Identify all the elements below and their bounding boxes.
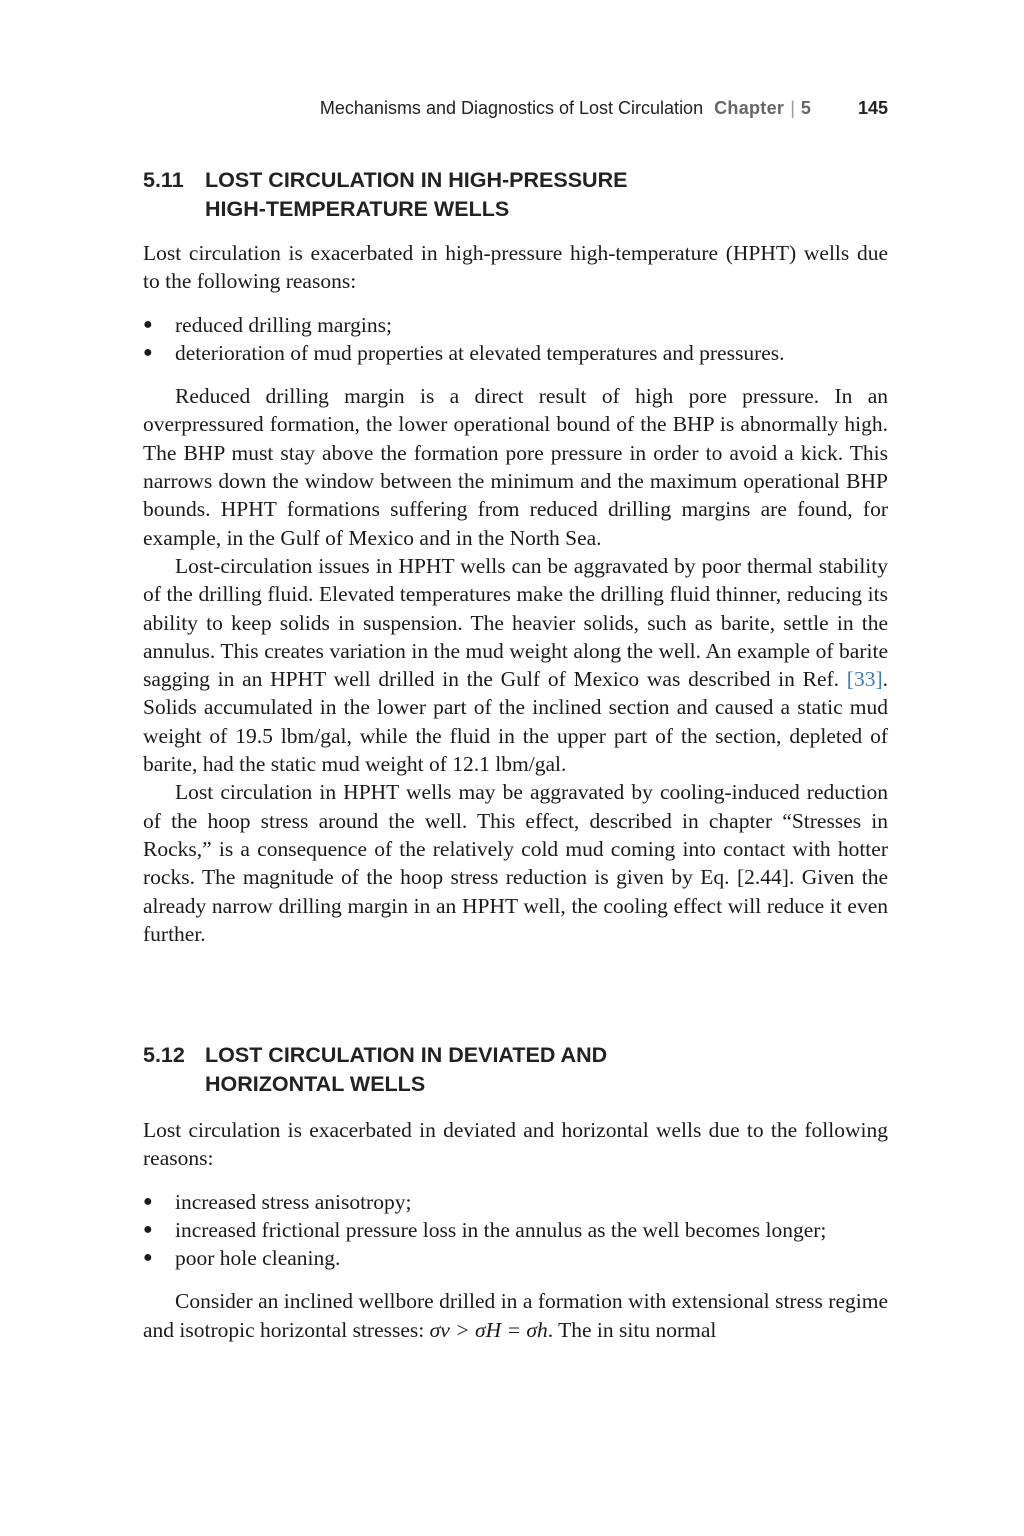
body-paragraph: Lost circulation in HPHT wells may be aggravated by cooling-induced reduction of the hoop stress around the well. This effect, described in chapter “Stresses in Rocks,” is a consequence of the relatively cold mud coming into contact with hotter rocks. The magnitude of the hoop stress reduction is given by Eq. [2.44]. Given the already narrow drilling margin in an HPHT well, the cooling effect will reduce it even further.: [143, 780, 888, 946]
running-header: [320, 96, 888, 120]
reasons-list: [143, 1188, 888, 1273]
section-number: 5.12: [143, 1043, 185, 1067]
section-title-line-1: LOST CIRCULATION IN HIGH-PRESSURE: [205, 168, 628, 192]
list-item: ● deterioration of mud properties at elevated temperatures and pressures.: [143, 339, 888, 367]
bullet-icon: ●: [143, 1220, 153, 1238]
reasons-list: [143, 311, 888, 368]
section-title-line-2: HORIZONTAL WELLS: [205, 1072, 426, 1096]
running-title: Mechanisms and Diagnostics of Lost Circulation: [319, 98, 704, 118]
list-item: ● increased stress anisotropy;: [143, 1188, 888, 1216]
body-paragraph: Lost-circulation issues in HPHT wells can be aggravated by poor thermal stability of the drilling fluid. Elevated temperatures make the drilling fluid thinner, reducing its ability to keep solids in suspension. The heavier solids, such as barite, settle in the annulus. This creates variation in the mud weight along the well. An example of barite sagging in an HPHT well drilled in the Gulf of Mexico was described in Ref. [33]. Solids accumulated in the lower part of the inclined section and caused a static mud weight of 19.5 lbm/gal, while the fluid in the upper part of the section, depleted of barite, had the static mud weight of 12.1 lbm/gal.: [143, 553, 888, 777]
section-heading-5-12: [143, 1041, 888, 1099]
intro-paragraph: Lost circulation is exacerbated in high-pressure high-temperature (HPHT) wells due to the following reasons:: [143, 241, 888, 294]
body-paragraph: Consider an inclined wellbore drilled in a formation with extensional stress regime and isotropic horizontal stresses: σv > σH = σh. The in situ normal: [143, 1289, 888, 1342]
section-heading-5-11: [143, 166, 888, 224]
chapter-number: 5: [800, 98, 811, 118]
bullet-icon: ●: [143, 1249, 153, 1267]
section-title-line-1: LOST CIRCULATION IN DEVIATED AND: [205, 1043, 608, 1067]
section-number: 5.11: [143, 168, 184, 192]
bullet-icon: ●: [143, 1192, 153, 1210]
chapter-label: Chapter: [714, 98, 785, 118]
intro-paragraph: Lost circulation is exacerbated in deviated and horizontal wells due to the following reasons:: [143, 1118, 888, 1171]
section-title-line-2: HIGH-TEMPERATURE WELLS: [205, 197, 510, 221]
bullet-icon: ●: [143, 315, 153, 333]
bullet-icon: ●: [143, 343, 153, 361]
list-item: ● poor hole cleaning.: [143, 1244, 888, 1272]
section-5-11-body: [143, 239, 888, 948]
list-item: ● reduced drilling margins;: [143, 311, 888, 339]
section-5-12-body: [143, 1116, 888, 1344]
stress-inequality: σv > σH = σh: [429, 1317, 548, 1342]
header-separator: |: [790, 98, 795, 118]
body-paragraph: Reduced drilling margin is a direct result of high pore pressure. In an overpressured formation, the lower operational bound of the BHP is abnormally high. The BHP must stay above the formation pore pressure in order to avoid a kick. This narrows down the window between the minimum and the maximum operational BHP bounds. HPHT formations suffering from reduced drilling margins are found, for example, in the Gulf of Mexico and in the North Sea.: [143, 384, 888, 550]
list-item: ● increased frictional pressure loss in the annulus as the well becomes longer;: [143, 1216, 888, 1244]
citation-link[interactable]: [33]: [846, 667, 883, 692]
page-number: 145: [857, 98, 888, 118]
